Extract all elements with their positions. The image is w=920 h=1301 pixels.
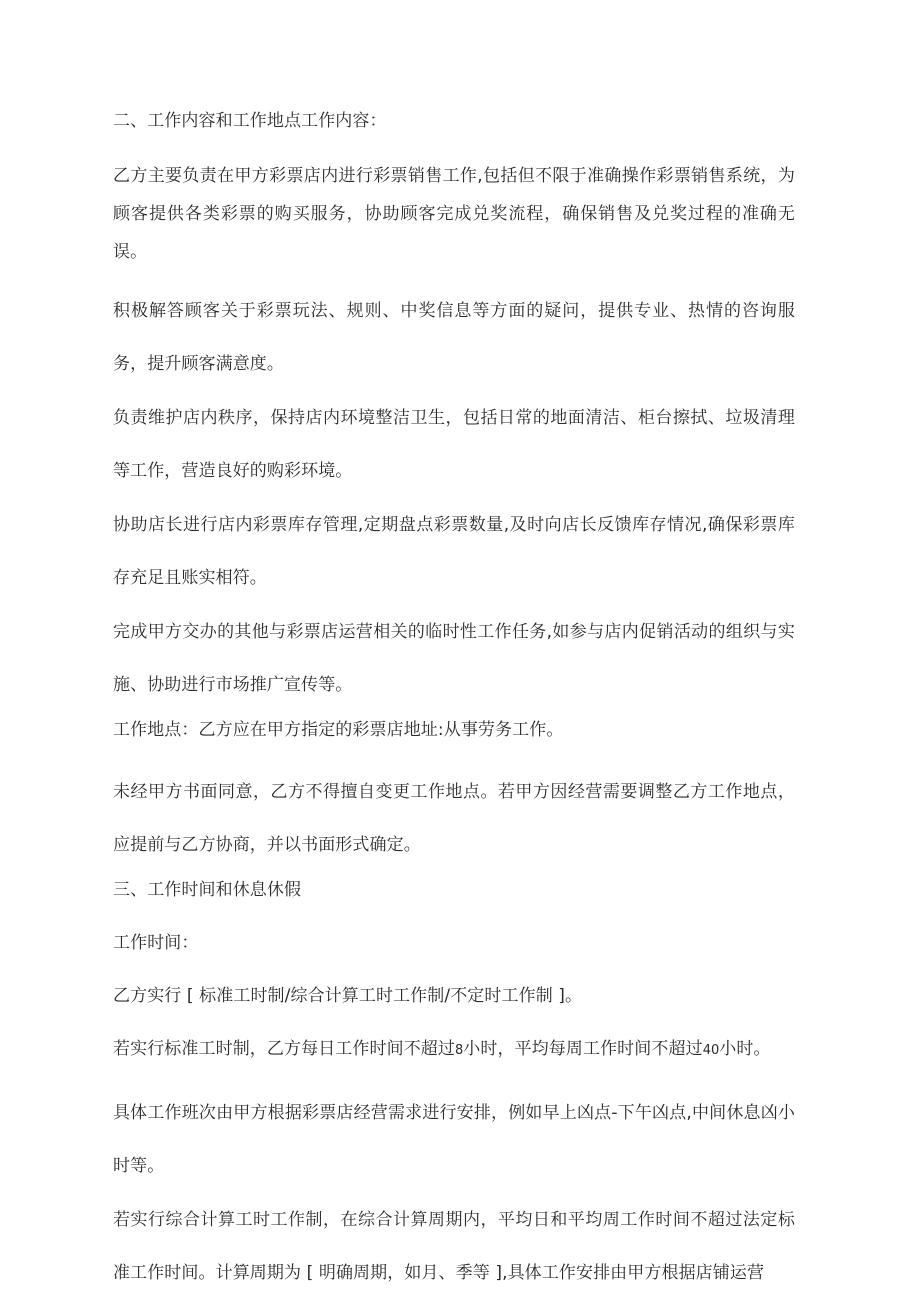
inline-number: 40 (702, 1043, 720, 1058)
paragraph-duty-order: 负责维护店内秩序，保持店内环境整洁卫生，包括日常的地面清洁、柜台擦拭、垃圾清理等工作，营造良好的购彩环境。 (113, 408, 795, 481)
document-body (113, 104, 795, 1301)
inline-text: 小时。 (719, 1039, 771, 1059)
inline-text: 若实行标准工时制，乙方每日工作时间不超过 (113, 1039, 455, 1059)
paragraph-duty-misc: 完成甲方交办的其他与彩票店运营相关的临时性工作任务,如参与店内促销活动的组织与实施、协助进行市场推广宣传等。 (113, 622, 795, 695)
paragraph-worktime-standard (113, 1032, 795, 1068)
paragraph-worktime-shift: 具体工作班次由甲方根据彩票店经营需求进行安排，例如早上凶点-下午凶点,中间休息凶小时等。 (113, 1103, 795, 1176)
paragraph-worktime-comprehensive: 若实行综合计算工时工作制，在综合计算周期内，平均日和平均周工作时间不超过法定标准工作时间。计算周期为 [ 明确周期，如月、季等 ],具体工作安排由甲方根据店铺运营 (113, 1210, 795, 1283)
label-work-time: 工作时间： (113, 933, 199, 953)
paragraph-workplace-change: 未经甲方书面同意，乙方不得擅自变更工作地点。若甲方因经营需要调整乙方工作地点，应提前与乙方协商，并以书面形式确定。 (113, 782, 795, 855)
inline-number: 8 (455, 1043, 464, 1058)
paragraph-duty-inventory: 协助店长进行店内彩票库存管理,定期盘点彩票数量,及时向店长反馈库存情况,确保彩票库存充足且账实相符。 (113, 515, 795, 588)
paragraph-duty-consult: 积极解答顾客关于彩票玩法、规则、中奖信息等方面的疑问，提供专业、热情的咨询服务，提升顾客满意度。 (113, 301, 795, 374)
inline-text: 小时，平均每周工作时间不超过 (463, 1039, 703, 1059)
section-heading-work-content: 二、工作内容和工作地点工作内容： (113, 111, 387, 131)
section-heading-work-time: 三、工作时间和休息休假 (113, 880, 302, 900)
paragraph-workplace: 工作地点：乙方应在甲方指定的彩票店地址:从事劳务工作。 (113, 720, 564, 740)
paragraph-worktime-system: 乙方实行 [ 标准工时制/综合计算工时工作制/不定时工作制 ]。 (113, 986, 583, 1006)
paragraph-duty-sales: 乙方主要负责在甲方彩票店内进行彩票销售工作,包括但不限于准确操作彩票销售系统，为顾客提供各类彩票的购买服务，协助顾客完成兑奖流程，确保销售及兑奖过程的准确无误。 (113, 166, 795, 262)
